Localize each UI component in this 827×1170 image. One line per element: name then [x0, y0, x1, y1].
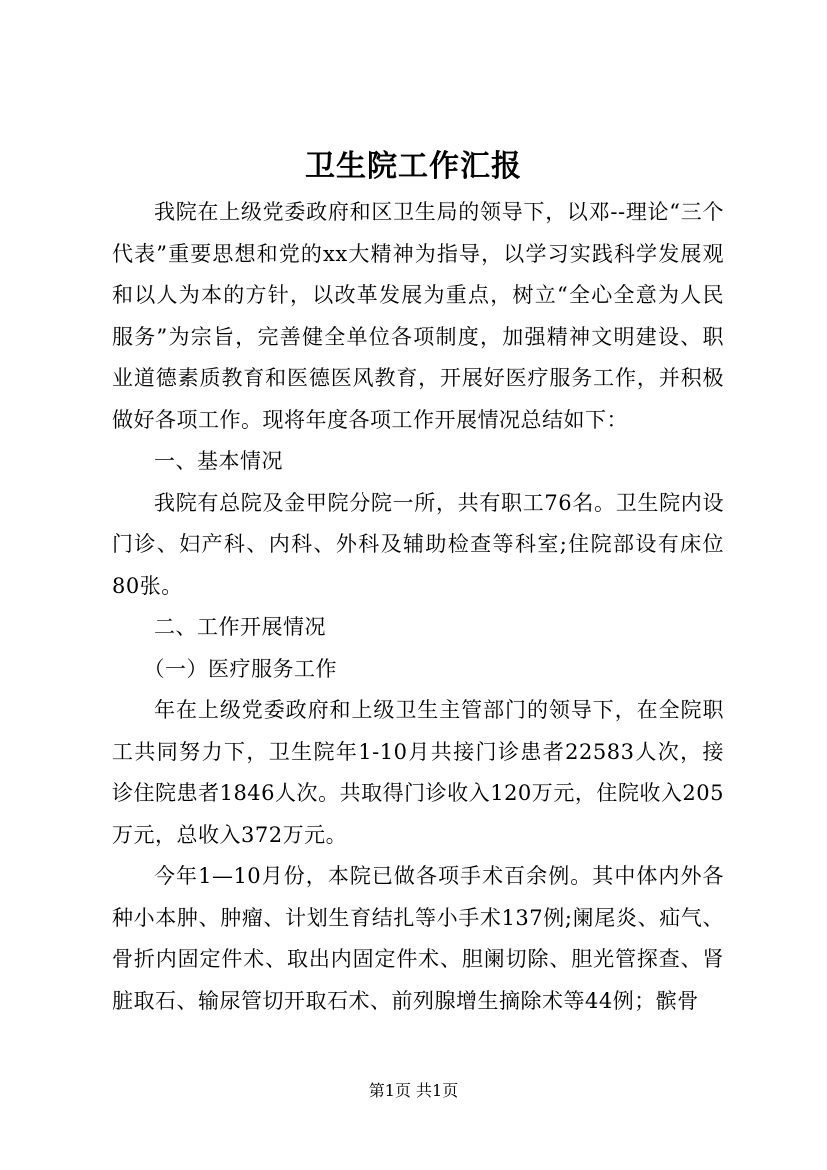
section-1-heading: 一、基本情况 [154, 449, 283, 473]
document-title: 卫生院工作汇报 [305, 149, 522, 184]
section-2-subheading-1: （一）医疗服务工作 [143, 656, 337, 681]
section-2-heading: 二、工作开展情况 [154, 615, 326, 639]
intro-paragraph: 我院在上级党委政府和区卫生局的领导下，以邓--理论“三个代表”重要思想和党的xx大精神为指导，以学习实践科学发展观和以人为本的方针，以改革发展为重点，树立“全心全意为人民服务”为宗旨，完善健全单位各项制度，加强精神文明建设、职业道德素质教育和医德医风教育，开展好医疗服务工作，并积极做好各项工作。现将年度各项工作开展情况总结如下： [112, 200, 724, 432]
section-2-paragraph-1: 年在上级党委政府和上级卫生主管部门的领导下，在全院职工共同努力下，卫生院年1-10月共接门诊患者22583人次，接诊住院患者1846人次。共取得门诊收入120万元，住院收入205万元，总收入372万元。 [112, 698, 724, 847]
section-1-paragraph: 我院有总院及金甲院分院一所，共有职工76名。卫生院内设门诊、妇产科、内科、外科及辅助检查等科室;住院部设有床位80张。 [112, 490, 724, 598]
page-footer: 第1页 共1页 [368, 1081, 459, 1100]
section-2-paragraph-2: 今年1—10月份，本院已做各项手术百余例。其中体内外各种小本肿、肿瘤、计划生育结扎等小手术137例;阑尾炎、疝气、骨折内固定件术、取出内固定件术、胆阑切除、胆光管探查、肾脏取石、输尿管切开取石术、前列腺增生摘除术等44例；髌骨 [112, 864, 724, 1013]
document-body [112, 192, 724, 1022]
